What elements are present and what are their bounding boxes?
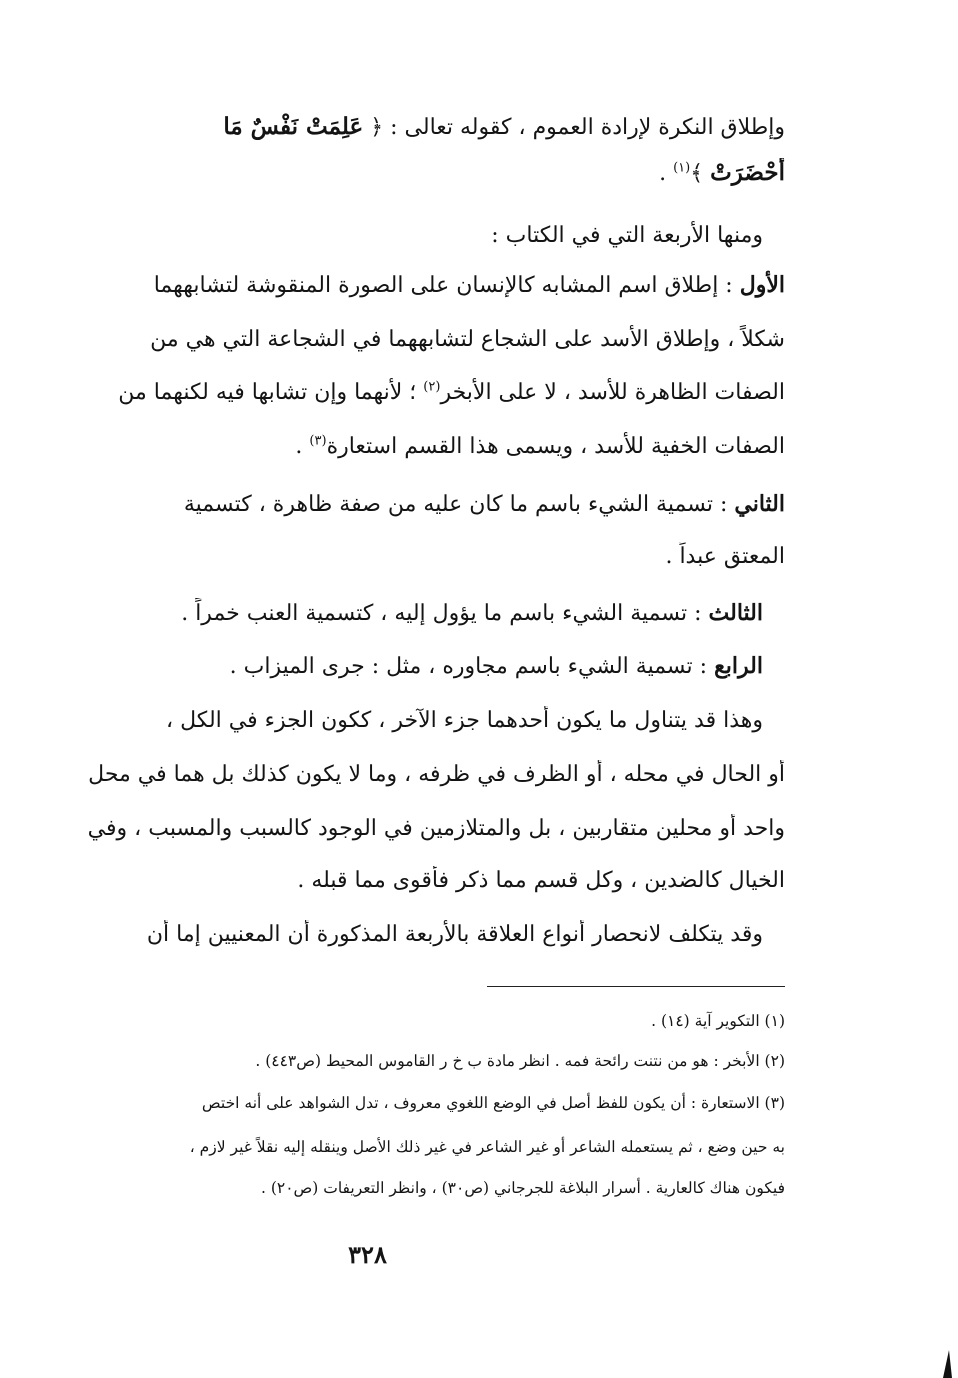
body-line bbox=[30, 489, 785, 520]
footnote-separator bbox=[487, 986, 785, 987]
text-run: . bbox=[295, 434, 303, 459]
body-line bbox=[30, 598, 785, 629]
body-line bbox=[30, 866, 785, 896]
body-line bbox=[30, 706, 785, 736]
body-line bbox=[30, 542, 785, 572]
footnote-1: (١) التكوير آية (١٤) . bbox=[651, 1012, 785, 1030]
text-run: المعتق عبداً . bbox=[665, 544, 785, 569]
body-line bbox=[30, 325, 785, 355]
text-run: أو الحال في محله ، أو الظرف في ظرفه ، وما لا يكون كذلك بل هما في محل bbox=[88, 762, 785, 787]
text-run: ومنها الأربعة التي في الكتاب : bbox=[491, 223, 763, 248]
body-line bbox=[30, 814, 785, 844]
text-run: : إطلاق اسم المشابه كالإنسان على الصورة المنقوشة لتشابههما bbox=[153, 273, 733, 298]
body-line bbox=[30, 270, 785, 301]
footnote-3-line: به حين وضع ، ثم يستعمله الشاعر أو غير الشاعر في غير ذلك الأصل وينقله إليه نقلاً غير لازم ، bbox=[189, 1138, 785, 1156]
section-label-third: الثالث bbox=[708, 600, 763, 626]
footnote-ref[interactable]: (٢) bbox=[423, 379, 441, 395]
quran-verse: أَحْضَرَتْ bbox=[710, 159, 785, 186]
body-line bbox=[30, 221, 785, 251]
footnote-3-line: فيكون هناك كالعارية . أسرار البلاغة للجرجاني (ص٣٠) ، وانظر التعريفات (ص٢٠) . bbox=[260, 1179, 785, 1197]
section-label-fourth: الرابع bbox=[714, 653, 763, 679]
text-run: : تسمية الشيء باسم ما يؤول إليه ، كتسمية العنب خمراً . bbox=[181, 601, 702, 626]
text-run: ﴾ bbox=[690, 161, 704, 186]
page-number: ٣٢٨ bbox=[348, 1240, 387, 1269]
text-run: . bbox=[659, 161, 667, 186]
section-label-second: الثاني bbox=[734, 491, 785, 517]
text-run: شكلاً ، وإطلاق الأسد على الشجاع لتشابههما في الشجاعة التي هي من bbox=[150, 327, 785, 352]
body-line bbox=[30, 920, 785, 950]
footnote-ref[interactable]: (٣) bbox=[309, 433, 327, 449]
text-run: الصفات الظاهرة للأسد ، لا على الأبخر bbox=[440, 380, 785, 405]
body-line bbox=[30, 378, 785, 408]
body-line bbox=[30, 158, 785, 189]
footnote-3-line: (٣) الاستعارة : أن يكون للفظ أصل في الوضع اللغوي معروف ، تدل الشواهد على أنه اختص bbox=[201, 1094, 785, 1112]
body-line bbox=[30, 651, 785, 682]
text-run: وهذا قد يتناول ما يكون أحدهما جزء الآخر ، ككون الجزء في الكل ، bbox=[166, 708, 763, 733]
body-line bbox=[30, 432, 785, 462]
footnote-ref[interactable]: (١) bbox=[673, 160, 691, 176]
text-run: : تسمية الشيء باسم مجاوره ، مثل : جرى الميزاب . bbox=[229, 654, 708, 679]
text-run: ؛ لأنهما وإن تشابها فيه لكنهما من bbox=[118, 380, 417, 405]
text-run: : تسمية الشيء باسم ما كان عليه من صفة ظاهرة ، كتسمية bbox=[183, 492, 728, 517]
text-run: الصفات الخفية للأسد ، ويسمى هذا القسم استعارة bbox=[326, 434, 785, 459]
scan-edge-mark bbox=[943, 1350, 952, 1378]
text-run: وإطلاق النكرة لإرادة العموم ، كقوله تعالى : ﴿ bbox=[370, 115, 785, 140]
text-run: واحد أو محلين متقاربين ، بل والمتلازمين في الوجود كالسبب والمسبب ، وفي bbox=[87, 816, 785, 841]
footnote-2: (٢) الأبخر : هو من نتنت رائحة فمه . انظر مادة ب خ ر القاموس المحيط (ص٤٤٣) . bbox=[255, 1052, 785, 1070]
text-run: الخيال كالضدين ، وكل قسم مما ذكر فأقوى مما قبله . bbox=[297, 868, 785, 893]
quran-verse: عَلِمَتْ نَفْسٌ مَا bbox=[223, 113, 364, 140]
body-line bbox=[30, 112, 785, 143]
body-line bbox=[30, 760, 785, 790]
text-run: وقد يتكلف لانحصار أنواع العلاقة بالأربعة المذكورة أن المعنيين إما أن bbox=[146, 922, 763, 947]
section-label-first: الأول bbox=[739, 272, 785, 298]
